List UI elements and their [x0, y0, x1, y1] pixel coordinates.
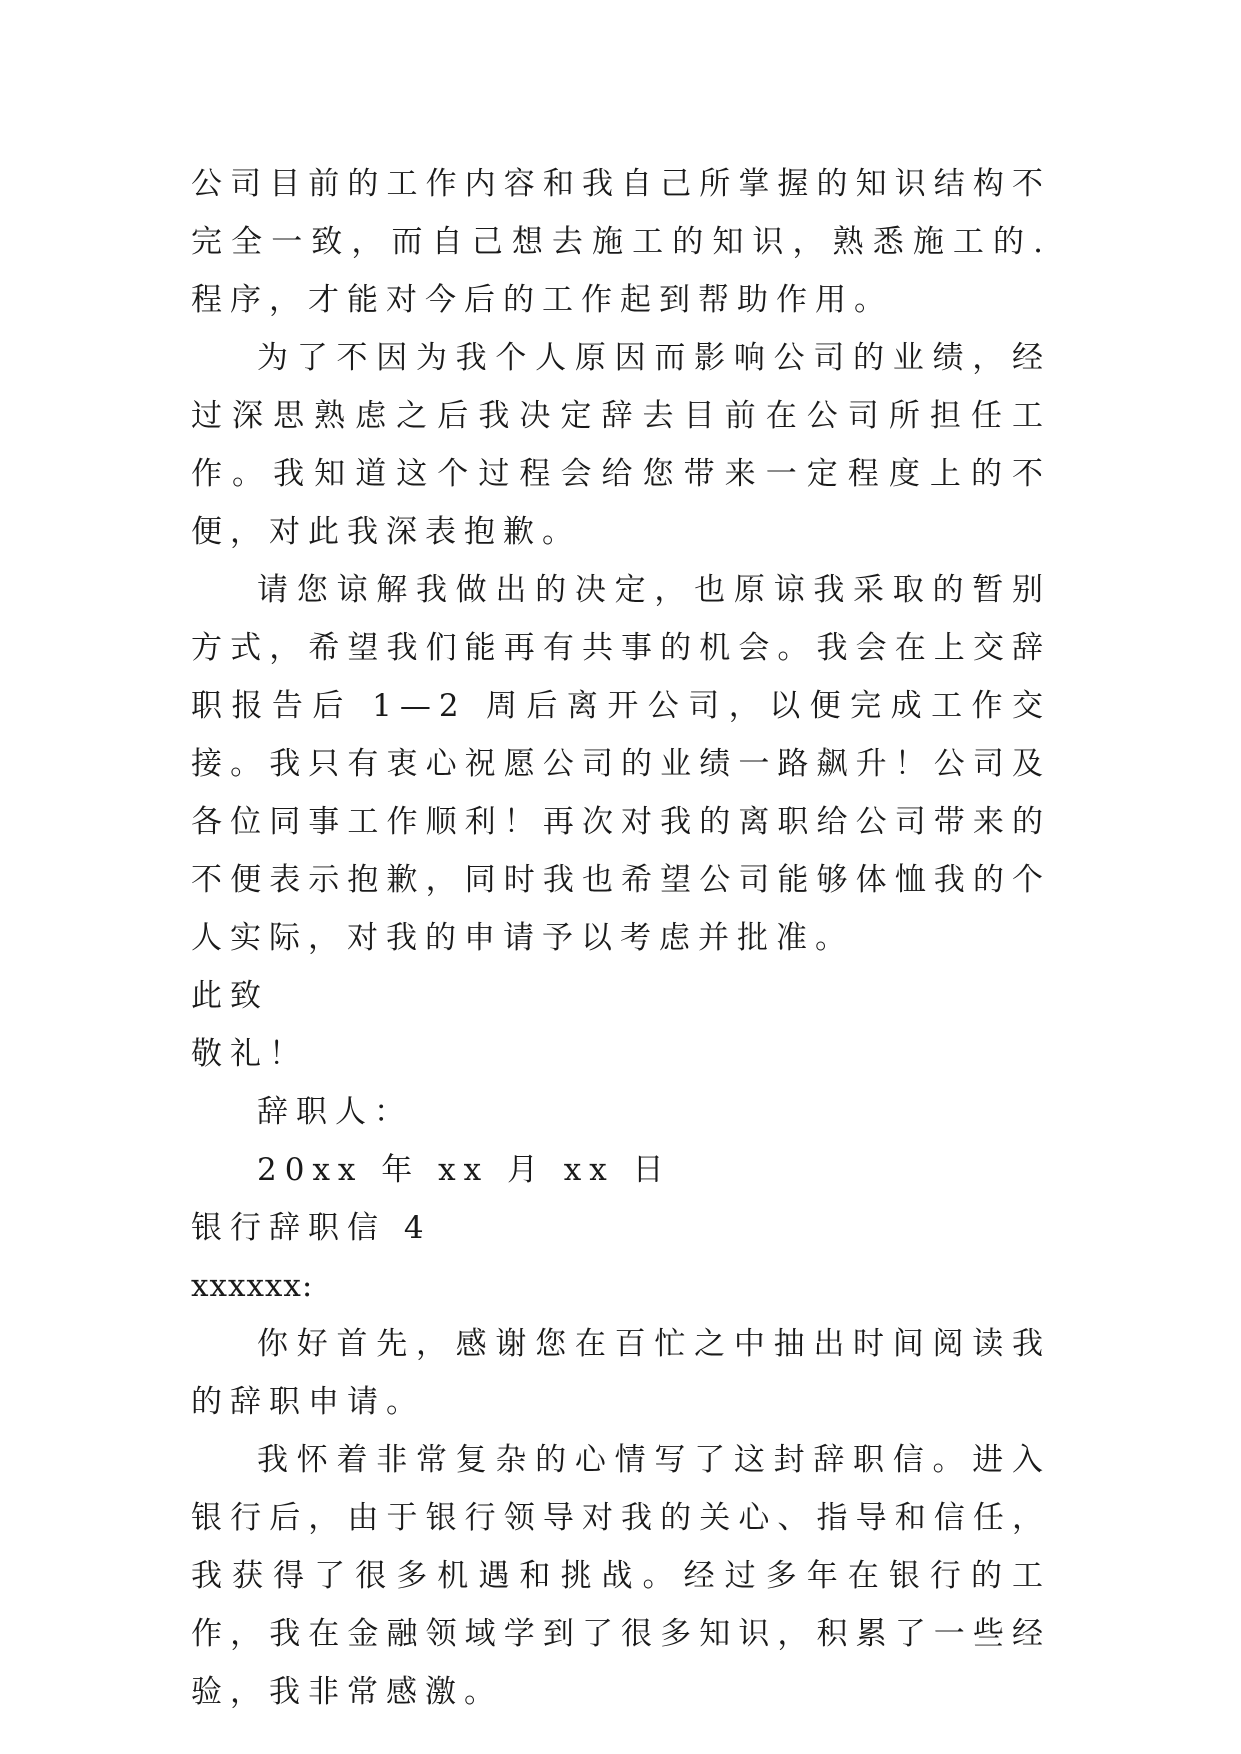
paragraph-work-content: 公司目前的工作内容和我自己所掌握的知识结构不完全一致，而自己想去施工的知识，熟悉施工的.程序，才能对今后的工作起到帮助作用。	[191, 166, 1051, 318]
closing-cizhi: 此致	[191, 978, 269, 1014]
section-title: 银行辞职信 4	[191, 1210, 432, 1246]
salutation: xxxxxx:	[191, 1268, 314, 1304]
signer-label: 辞职人：	[257, 1094, 413, 1130]
paragraph-bank-experience: 我怀着非常复杂的心情写了这封辞职信。进入银行后，由于银行领导对我的关心、指导和信任，我获得了很多机遇和挑战。经过多年在银行的工作，我在金融领域学到了很多知识，积累了一些经验，我非常感激。	[191, 1442, 1051, 1710]
closing-jingli: 敬礼！	[191, 1036, 308, 1072]
paragraph-request-understanding: 请您谅解我做出的决定，也原谅我采取的暂别方式，希望我们能再有共事的机会。我会在上交辞职报告后 1—2 周后离开公司，以便完成工作交接。我只有衷心祝愿公司的业绩一路飙升！公司及各位同事工作顺利！再次对我的离职给公司带来的不便表示抱歉，同时我也希望公司能够体恤我的个人实际，对我的申请予以考虑并批准。	[191, 572, 1051, 956]
paragraph-greeting: 你好首先，感谢您在百忙之中抽出时间阅读我的辞职申请。	[191, 1326, 1051, 1420]
paragraph-resignation-decision: 为了不因为我个人原因而影响公司的业绩，经过深思熟虑之后我决定辞去目前在公司所担任工作。我知道这个过程会给您带来一定程度上的不便，对此我深表抱歉。	[191, 340, 1051, 550]
date-line: 20xx 年 xx 月 xx 日	[257, 1152, 672, 1188]
document-body	[191, 155, 1051, 1721]
